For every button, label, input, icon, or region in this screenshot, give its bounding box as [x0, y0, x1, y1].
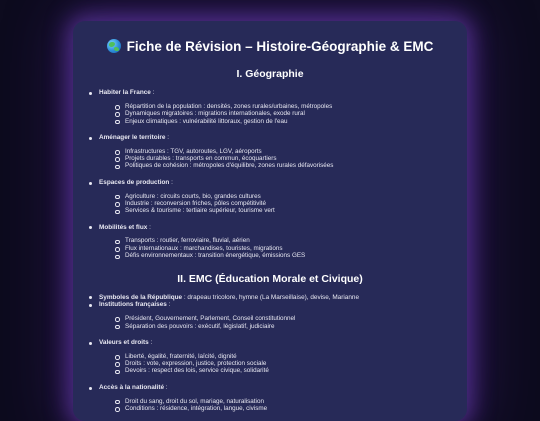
topic-title: Accès à la nationalité [99, 383, 164, 391]
list-item: Enjeux climatiques : vulnérabilité littoraux, gestion de l'eau [99, 118, 453, 125]
list-item: Flux internationaux : marchandises, touristes, migrations [99, 245, 453, 252]
subtopic-list [99, 148, 453, 170]
topic-title: Symboles de la République [99, 293, 183, 301]
section-heading-geographie: I. Géographie [236, 68, 304, 80]
topic-valeurs-et-droits [87, 339, 453, 375]
topic-suffix: : [148, 338, 153, 346]
list-item: Agriculture : circuits courts, bio, grandes cultures [99, 193, 453, 200]
list-item: Transports : routier, ferroviaire, fluvial, aérien [99, 237, 453, 244]
subtopic-list [99, 315, 453, 330]
topic-title: Espaces de production [99, 178, 170, 186]
topic-amenager-le-territoire [87, 134, 453, 170]
topic-suffix: : drapeau tricolore, hymne (La Marseillaise), devise, Marianne [182, 293, 359, 301]
topic-title: Mobilités et flux [99, 223, 148, 231]
topic-title: Institutions françaises [99, 301, 167, 309]
topic-list-geographie [87, 89, 453, 260]
topic-acces-a-la-nationalite [87, 384, 453, 413]
section-heading-emc: II. EMC (Éducation Morale et Civique) [177, 272, 363, 285]
topic-list-emc [87, 294, 453, 413]
topic-espaces-de-production [87, 179, 453, 215]
list-item: Services & tourisme : tertiaire supérieur, tourisme vert [99, 207, 453, 214]
list-item: Infrastructures : TGV, autoroutes, LGV, aéroports [99, 148, 453, 155]
topic-suffix: : [147, 223, 151, 231]
page-title-text: Fiche de Révision – Histoire-Géographie & EMC [126, 38, 434, 54]
list-item: Président, Gouvernement, Parlement, Conseil constitutionnel [99, 315, 453, 322]
subtopic-list [99, 193, 453, 215]
topic-institutions-francaises [87, 301, 453, 330]
topic-suffix: : [164, 383, 168, 391]
list-item: Séparation des pouvoirs : exécutif, législatif, judiciaire [99, 323, 453, 330]
subtopic-list [99, 103, 453, 125]
revision-card [73, 21, 467, 421]
topic-title: Aménager le territoire [99, 133, 166, 141]
subtopic-list [99, 398, 453, 413]
list-item: Défis environnementaux : transition énergétique, émissions GES [99, 252, 453, 259]
subtopic-list [99, 237, 453, 259]
list-item: Industrie : reconversion friches, pôles compétitivité [99, 200, 453, 207]
globe-icon [107, 39, 121, 53]
page-title [87, 37, 453, 55]
topic-habiter-la-france [87, 89, 453, 125]
list-item: Dynamiques migratoires : migrations internationales, exode rural [99, 110, 453, 117]
list-item: Droits : vote, expression, justice, protection sociale [99, 360, 453, 367]
topic-suffix: : [165, 133, 169, 141]
list-item: Devoirs : respect des lois, service civique, solidarité [99, 367, 453, 374]
topic-suffix: : [169, 178, 173, 186]
topic-title: Valeurs et droits [99, 338, 149, 346]
list-item: Liberté, égalité, fraternité, laïcité, dignité [99, 353, 453, 360]
list-item: Répartition de la population : densités, zones rurales/urbaines, métropoles [99, 103, 453, 110]
topic-mobilites-et-flux [87, 224, 453, 260]
topic-suffix: : [150, 89, 155, 96]
list-item: Projets durables : transports en commun, écoquartiers [99, 155, 453, 162]
topic-title: Habiter la France [99, 89, 151, 96]
topic-suffix: : [166, 301, 171, 309]
topic-symboles-de-la-republique [87, 294, 453, 302]
list-item: Politiques de cohésion : métropoles d'équilibre, zones rurales défavorisées [99, 162, 453, 169]
subtopic-list [99, 353, 453, 375]
list-item: Conditions : résidence, intégration, langue, civisme [99, 405, 453, 412]
list-item: Droit du sang, droit du sol, mariage, naturalisation [99, 398, 453, 405]
